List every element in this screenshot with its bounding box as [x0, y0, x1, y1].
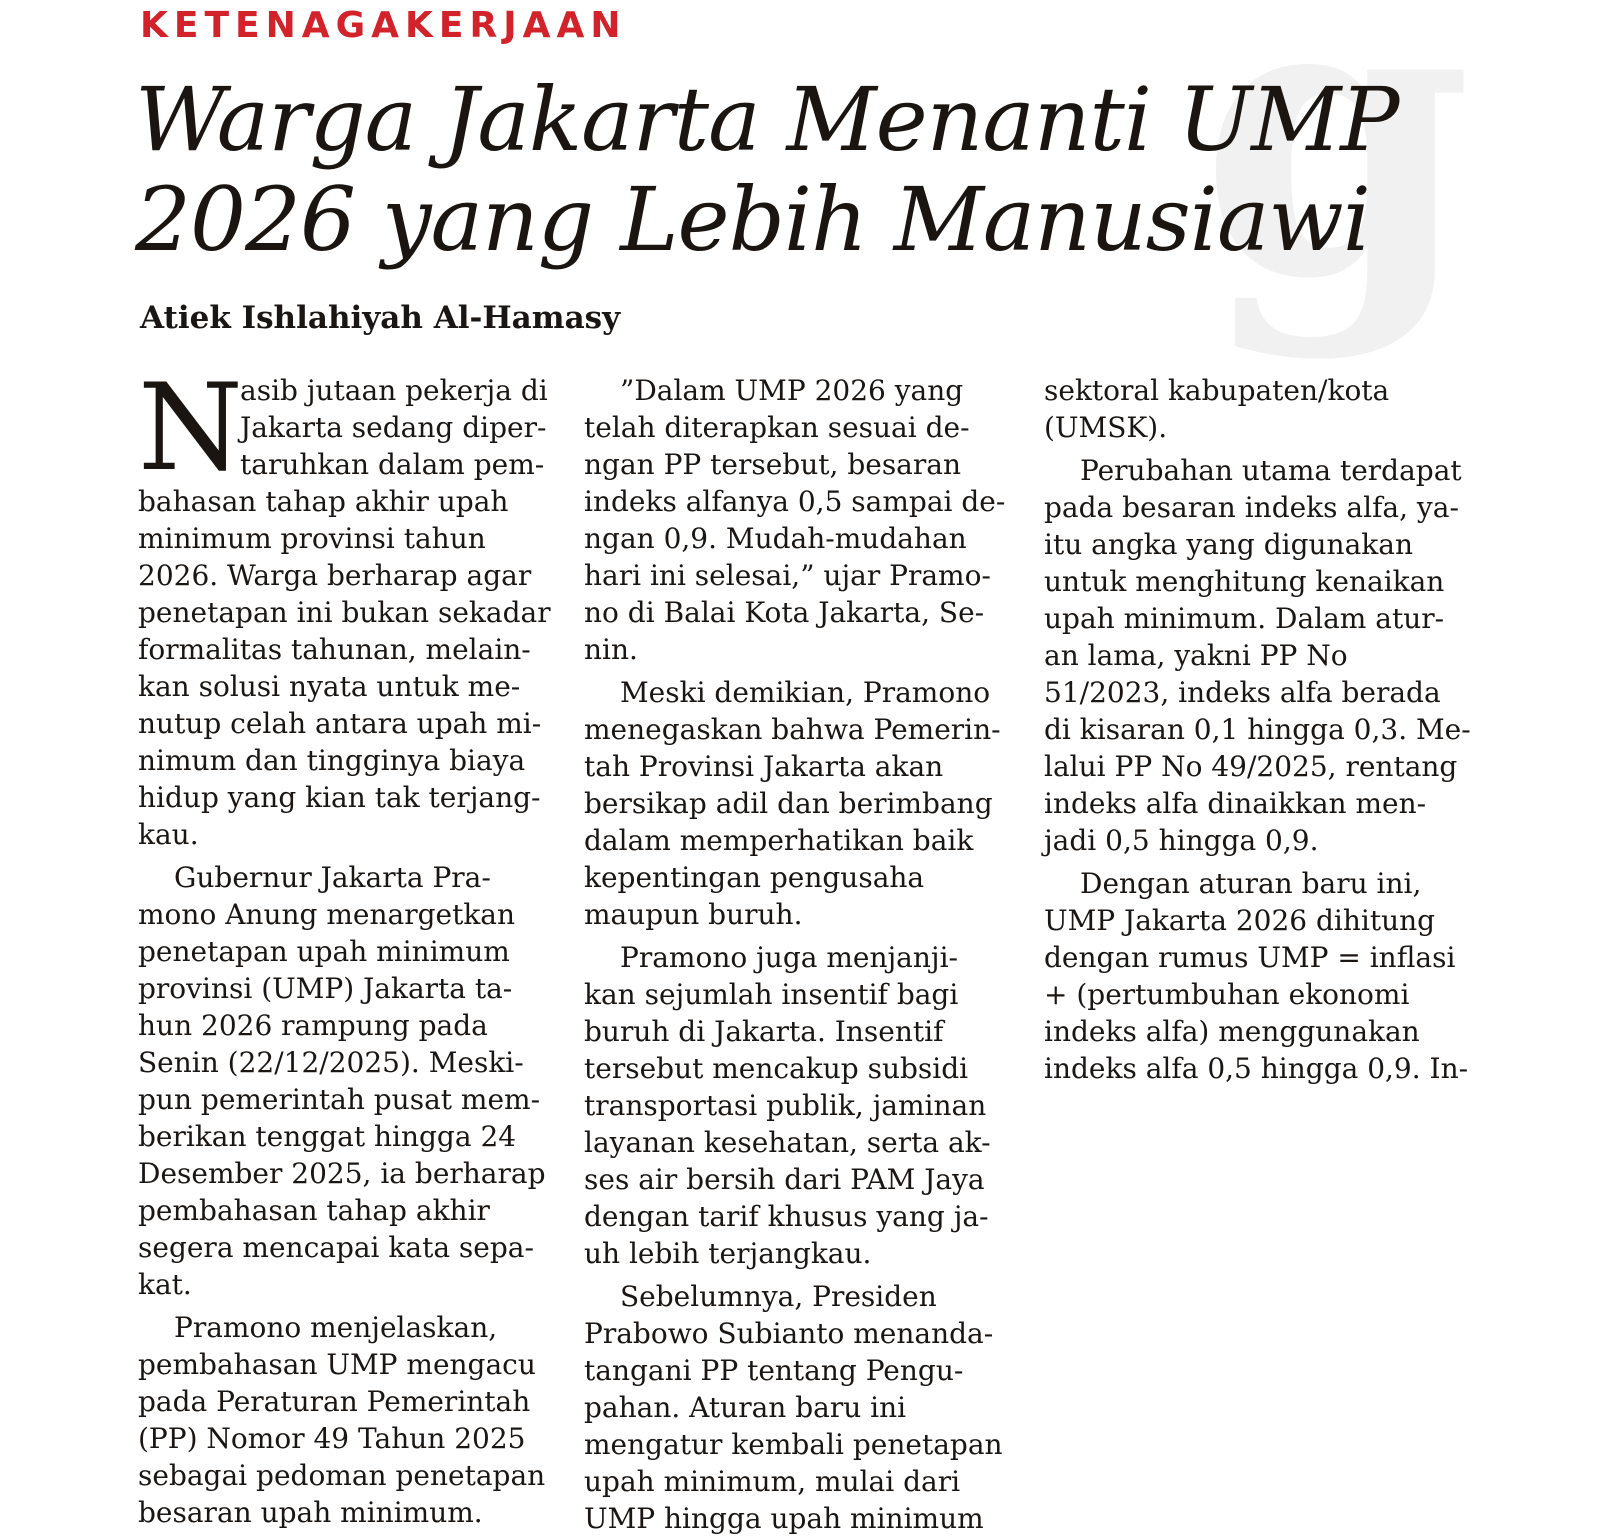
text-line: penetapan ini bukan sekadar: [138, 596, 551, 629]
text-line: layanan kesehatan, serta ak-: [584, 1126, 991, 1159]
text-line: tah Provinsi Jakarta akan: [584, 750, 944, 783]
paragraph-lines: [138, 483, 551, 853]
text-line: telah diterapkan sesuai de-: [584, 411, 970, 444]
text-line: menegaskan bahwa Pemerin-: [584, 713, 1001, 746]
text-line: kepentingan pengusaha: [584, 861, 925, 894]
text-line: maupun buruh.: [584, 898, 803, 931]
text-line: untuk menghitung kenaikan: [1044, 565, 1445, 598]
text-line: (UMSK).: [1044, 411, 1168, 444]
text-line: tangani PP tentang Pengu-: [584, 1354, 964, 1387]
text-line: pada besaran indeks alfa, ya-: [1044, 491, 1459, 524]
text-line: dalam memperhatikan baik: [584, 824, 974, 857]
author-byline: Atiek Ishlahiyah Al-Hamasy: [140, 300, 621, 336]
paragraph-lines: [1044, 452, 1471, 859]
paragraph-lines: [584, 674, 1005, 933]
text-line: ”Dalam UMP 2026 yang: [620, 374, 964, 407]
text-line: indeks alfa) menggunakan: [1044, 1015, 1420, 1048]
text-line: pembahasan tahap akhir: [138, 1194, 490, 1227]
column-2: [584, 372, 1005, 1537]
text-line: pahan. Aturan baru ini: [584, 1391, 907, 1424]
text-line: asib jutaan pekerja di: [240, 374, 548, 407]
text-line: UMP Jakarta 2026 dihitung: [1044, 904, 1436, 937]
text-line: minimum provinsi tahun: [138, 522, 486, 555]
headline-line-2: 2026 yang Lebih Manusiawi: [135, 168, 1370, 271]
text-line: tersebut mencakup subsidi: [584, 1052, 969, 1085]
paragraph-lines: [138, 1309, 551, 1531]
text-line: 2026. Warga berharap agar: [138, 559, 532, 592]
paragraph-lines: [584, 1278, 1005, 1537]
paragraph-lines: [584, 939, 1005, 1272]
text-line: indeks alfanya 0,5 sampai de-: [584, 485, 1006, 518]
text-line: dengan tarif khusus yang ja-: [584, 1200, 989, 1233]
paragraph-lines: [1044, 372, 1471, 446]
text-line: provinsi (UMP) Jakarta ta-: [138, 972, 513, 1005]
text-line: Prabowo Subianto menanda-: [584, 1317, 994, 1350]
text-line: bahasan tahap akhir upah: [138, 485, 509, 518]
paragraph-lines: [1044, 865, 1471, 1087]
text-line: Sebelumnya, Presiden: [620, 1280, 937, 1313]
lead-paragraph-opening: [138, 359, 551, 498]
text-line: hari ini selesai,” ujar Pramo-: [584, 559, 991, 592]
text-line: 51/2023, indeks alfa berada: [1044, 676, 1441, 709]
headline-line-1: Warga Jakarta Menanti UMP: [135, 68, 1399, 171]
text-line: kan solusi nyata untuk me-: [138, 670, 521, 703]
text-line: besaran upah minimum.: [138, 1496, 483, 1529]
text-line: upah minimum, mulai dari: [584, 1465, 961, 1498]
paragraph-lines: [584, 372, 1005, 668]
text-line: kan sejumlah insentif bagi: [584, 978, 959, 1011]
text-line: ngan PP tersebut, besaran: [584, 448, 961, 481]
text-line: kat.: [138, 1268, 192, 1301]
column-1: [138, 359, 551, 1531]
text-line: pembahasan UMP mengacu: [138, 1348, 536, 1381]
text-line: Pramono menjelaskan,: [174, 1311, 498, 1344]
text-line: Gubernur Jakarta Pra-: [174, 861, 491, 894]
text-line: kau.: [138, 818, 199, 851]
section-label: KETENAGAKERJAAN: [140, 5, 627, 46]
text-line: di kisaran 0,1 hingga 0,3. Me-: [1044, 713, 1471, 746]
text-line: sebagai pedoman penetapan: [138, 1459, 546, 1492]
text-line: mengatur kembali penetapan: [584, 1428, 1003, 1461]
text-line: indeks alfa 0,5 hingga 0,9. In-: [1044, 1052, 1469, 1085]
text-line: penetapan upah minimum: [138, 935, 510, 968]
text-line: Desember 2025, ia berharap: [138, 1157, 546, 1190]
text-line: nutup celah antara upah mi-: [138, 707, 542, 740]
text-line: Dengan aturan baru ini,: [1080, 867, 1422, 900]
text-line: lalui PP No 49/2025, rentang: [1044, 750, 1458, 783]
text-line: nimum dan tingginya biaya: [138, 744, 526, 777]
text-line: hidup yang kian tak terjang-: [138, 781, 541, 814]
text-line: Senin (22/12/2025). Meski-: [138, 1046, 524, 1079]
text-line: indeks alfa dinaikkan men-: [1044, 787, 1427, 820]
text-line: itu angka yang digunakan: [1044, 528, 1413, 561]
text-line: jadi 0,5 hingga 0,9.: [1044, 824, 1319, 857]
text-line: Meski demikian, Pramono: [620, 676, 991, 709]
drop-cap: N: [138, 359, 243, 498]
text-line: sektoral kabupaten/kota: [1044, 374, 1390, 407]
text-line: mono Anung menargetkan: [138, 898, 516, 931]
text-line: formalitas tahunan, melain-: [138, 633, 531, 666]
text-line: UMP hingga upah minimum: [584, 1502, 984, 1535]
text-line: + (pertumbuhan ekonomi: [1044, 978, 1410, 1011]
text-line: nin.: [584, 633, 638, 666]
text-line: an lama, yakni PP No: [1044, 639, 1348, 672]
text-line: bersikap adil dan berimbang: [584, 787, 993, 820]
text-line: pun pemerintah pusat mem-: [138, 1083, 541, 1116]
paragraph-lines: [138, 859, 551, 1303]
text-line: transportasi publik, jaminan: [584, 1089, 987, 1122]
text-line: pada Peraturan Pemerintah: [138, 1385, 531, 1418]
text-line: upah minimum. Dalam atur-: [1044, 602, 1445, 635]
text-line: uh lebih terjangkau.: [584, 1237, 872, 1270]
column-3: [1044, 372, 1471, 1087]
text-line: no di Balai Kota Jakarta, Se-: [584, 596, 985, 629]
text-line: (PP) Nomor 49 Tahun 2025: [138, 1422, 526, 1455]
text-line: Perubahan utama terdapat: [1080, 454, 1462, 487]
text-line: berikan tenggat hingga 24: [138, 1120, 517, 1153]
text-line: taruhkan dalam pem-: [240, 448, 545, 481]
text-line: Pramono juga menjanji-: [620, 941, 959, 974]
text-line: dengan rumus UMP = inflasi: [1044, 941, 1456, 974]
text-line: ngan 0,9. Mudah-mudahan: [584, 522, 967, 555]
watermark-glyph: g: [1200, 0, 1473, 364]
headline: [135, 70, 1535, 270]
text-line: ses air bersih dari PAM Jaya: [584, 1163, 985, 1196]
text-line: hun 2026 rampung pada: [138, 1009, 488, 1042]
text-line: segera mencapai kata sepa-: [138, 1231, 534, 1264]
text-line: buruh di Jakarta. Insentif: [584, 1015, 944, 1048]
text-line: Jakarta sedang diper-: [240, 411, 547, 444]
